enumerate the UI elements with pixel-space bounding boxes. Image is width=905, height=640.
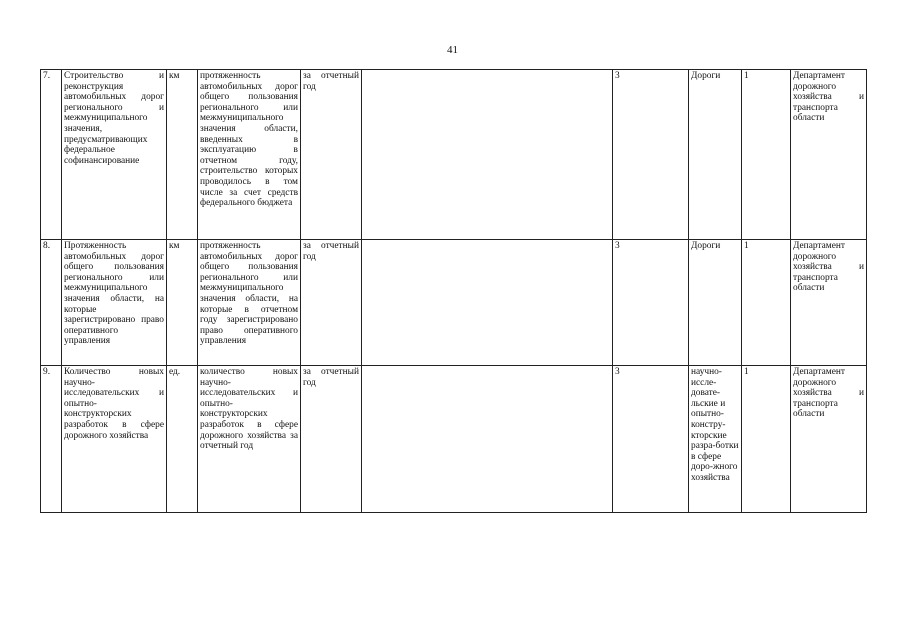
calculation-formula bbox=[362, 240, 613, 366]
row-number: 8. bbox=[41, 240, 62, 366]
calculation-formula bbox=[362, 366, 613, 513]
data-source: научно-иссле-довате-льские и опытно-констру-кторские разра-ботки в сфере доро-жного хозяйства bbox=[689, 366, 742, 513]
collection-flag: 1 bbox=[742, 240, 791, 366]
indicator-name: Протяженность автомобильных дорог общего пользования регионального или межмуниципального значения области, на которые зарегистрировано право оперативного управления bbox=[62, 240, 167, 366]
reporting-period: за отчетный год bbox=[301, 240, 362, 366]
reporting-period: за отчетный год bbox=[301, 366, 362, 513]
collection-flag: 1 bbox=[742, 366, 791, 513]
table-row bbox=[41, 70, 867, 240]
responsible-body: Департамент дорожного хозяйства и транспорта области bbox=[791, 240, 867, 366]
indicator-name: Количество новых научно-исследовательских и опытно-конструкторских разработок в сфере дорожного хозяйства bbox=[62, 366, 167, 513]
method-code: 3 bbox=[613, 240, 689, 366]
unit-of-measure: км bbox=[167, 240, 198, 366]
method-code: 3 bbox=[613, 366, 689, 513]
page-number: 41 bbox=[447, 44, 458, 56]
indicator-definition: количество новых научно-исследовательских и опытно-конструкторских разработок в сфере дорожного хозяйства за отчетный год bbox=[198, 366, 301, 513]
method-code: 3 bbox=[613, 70, 689, 240]
reporting-period: за отчетный год bbox=[301, 70, 362, 240]
indicator-definition: протяженность автомобильных дорог общего пользования регионального или межмуниципального значения области, введенных в эксплуатацию в отчетном году, строительство которых проводилось в том числе за счет средств федерального бюджета bbox=[198, 70, 301, 240]
unit-of-measure: км bbox=[167, 70, 198, 240]
table-row bbox=[41, 366, 867, 513]
table-row bbox=[41, 240, 867, 366]
row-number: 9. bbox=[41, 366, 62, 513]
calculation-formula bbox=[362, 70, 613, 240]
indicator-name: Строительство и реконструкция автомобильных дорог регионального и межмуниципального значения, предусматривающих федеральное софинансирование bbox=[62, 70, 167, 240]
responsible-body: Департамент дорожного хозяйства и транспорта области bbox=[791, 366, 867, 513]
unit-of-measure: ед. bbox=[167, 366, 198, 513]
indicator-definition: протяженность автомобильных дорог общего пользования регионального или межмуниципального значения области, на которые в отчетном году зарегистрировано право оперативного управления bbox=[198, 240, 301, 366]
collection-flag: 1 bbox=[742, 70, 791, 240]
row-number: 7. bbox=[41, 70, 62, 240]
responsible-body: Департамент дорожного хозяйства и транспорта области bbox=[791, 70, 867, 240]
data-source: Дороги bbox=[689, 240, 742, 366]
data-source: Дороги bbox=[689, 70, 742, 240]
indicators-table bbox=[40, 69, 867, 513]
